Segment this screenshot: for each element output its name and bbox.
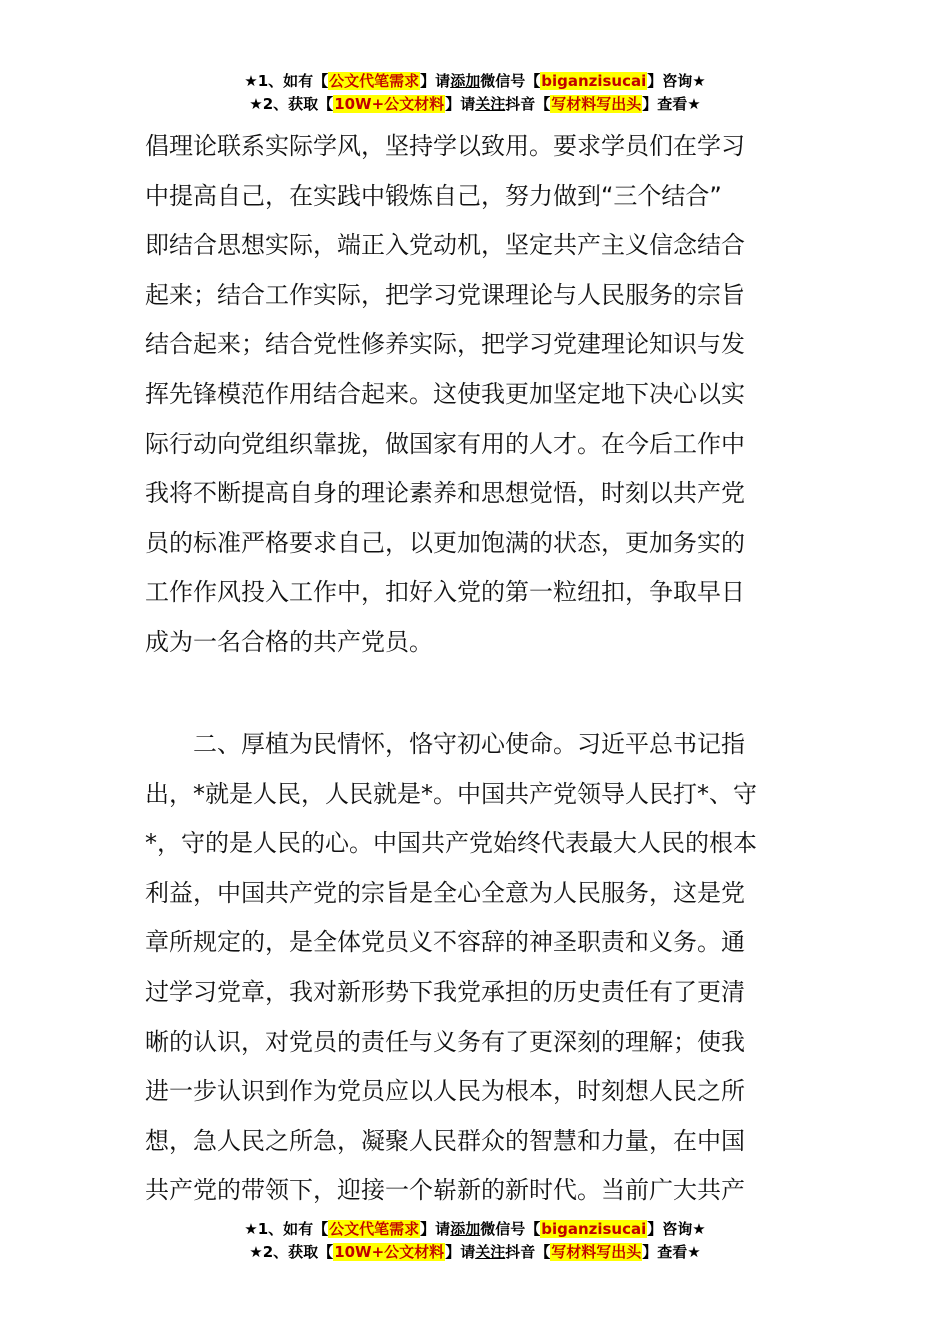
footer-banner-line-2 (0, 1241, 950, 1264)
paragraph-2-line: 出，*就是人民，人民就是*。中国共产党领导人民打*、守 (145, 779, 757, 808)
paragraph-1-line: 倡理论联系实际学风，坚持学以致用。要求学员们在学习 (145, 132, 745, 160)
footer-line-1-underlined: 添加 (450, 1220, 481, 1238)
footer-line-2-underlined: 关注 (475, 1243, 506, 1261)
footer-line-2-highlight-materials: 10W+公文材料 (334, 1243, 445, 1261)
footer-line-1-mid2: 微信号【 (480, 1220, 541, 1238)
paragraph-1-line: 即结合思想实际，端正入党动机，坚定共产主义信念结合 (145, 231, 745, 260)
footer-line-2-suffix: 】查看★ (642, 1243, 701, 1261)
footer-banner (0, 1218, 950, 1264)
banner-line-1-prefix: ★1、如有【 (244, 72, 329, 90)
paragraph-1-line: 工作作风投入工作中，扣好入党的第一粒纽扣，争取早日 (145, 578, 745, 607)
paragraph-2-line: 想，急人民之所急，凝聚人民群众的智慧和力量，在中国 (145, 1126, 745, 1155)
banner-line-1-mid2: 微信号【 (480, 72, 541, 90)
banner-line-2-mid2: 抖音【 (505, 95, 551, 113)
footer-line-2-mid2: 抖音【 (505, 1243, 551, 1261)
banner-line-2-douyin-id: 写材料写出头 (551, 95, 642, 113)
banner-line-2-mid: 】请 (445, 95, 476, 113)
banner-line-2-highlight-materials: 10W+公文材料 (334, 95, 445, 113)
footer-line-2-douyin-id: 写材料写出头 (551, 1243, 642, 1261)
paragraph-2 (145, 720, 810, 1216)
paragraph-2-line: 利益，中国共产党的宗旨是全心全意为人民服务，这是党 (145, 878, 745, 907)
footer-line-2-prefix: ★2、获取【 (249, 1243, 334, 1261)
paragraph-1-line: 际行动向党组织靠拢，做国家有用的人才。在今后工作中 (145, 429, 745, 458)
banner-line-2-suffix: 】查看★ (642, 95, 701, 113)
paragraph-1-line: 挥先锋模范作用结合起来。这使我更加坚定地下决心以实 (145, 379, 745, 408)
paragraph-1 (145, 122, 810, 668)
paragraph-2-line: 章所规定的，是全体党员义不容辞的神圣职责和义务。通 (145, 928, 745, 957)
footer-line-1-mid: 】请 (420, 1220, 451, 1238)
footer-line-1-wechat-id: biganzisucai (541, 1220, 647, 1238)
footer-line-1-prefix: ★1、如有【 (244, 1220, 329, 1238)
footer-line-1-suffix: 】咨询★ (647, 1220, 706, 1238)
banner-line-1 (0, 70, 950, 93)
paragraph-1-line: 起来；结合工作实际，把学习党课理论与人民服务的宗旨 (145, 280, 745, 309)
paragraph-2-line: 过学习党章，我对新形势下我党承担的历史责任有了更清 (145, 977, 745, 1006)
paragraph-2-line: 晰的认识，对党员的责任与义务有了更深刻的理解；使我 (145, 1027, 745, 1056)
paragraph-2-line: 进一步认识到作为党员应以人民为根本，时刻想人民之所 (145, 1077, 745, 1106)
banner-line-2-underlined: 关注 (475, 95, 506, 113)
paragraph-2-line: 共产党的带领下，迎接一个崭新的新时代。当前广大共产 (145, 1176, 745, 1205)
banner-line-2-prefix: ★2、获取【 (249, 95, 334, 113)
banner-line-2 (0, 93, 950, 116)
footer-banner-line-1 (0, 1218, 950, 1241)
paragraph-1-line: 成为一名合格的共产党员。 (145, 627, 433, 656)
banner-line-1-highlight-service: 公文代笔需求 (329, 72, 420, 90)
paragraph-1-line: 结合起来；结合党性修养实际，把学习党建理论知识与发 (145, 330, 745, 359)
paragraph-2-first-line: 二、厚植为民情怀，恪守初心使命。习近平总书记指 (193, 730, 745, 758)
header-banner (0, 70, 950, 116)
paragraph-2-line: *，守的是人民的心。中国共产党始终代表最大人民的根本 (145, 829, 757, 858)
paragraph-1-line: 我将不断提高自身的理论素养和思想觉悟，时刻以共产党 (145, 479, 745, 508)
paragraph-1-line: 中提高自己，在实践中锻炼自己，努力做到“三个结合” (145, 181, 722, 210)
footer-line-1-highlight-service: 公文代笔需求 (329, 1220, 420, 1238)
banner-line-1-mid: 】请 (420, 72, 451, 90)
footer-line-2-mid: 】请 (445, 1243, 476, 1261)
banner-line-1-suffix: 】咨询★ (647, 72, 706, 90)
banner-line-1-underlined: 添加 (450, 72, 481, 90)
paragraph-1-line: 员的标准严格要求自己，以更加饱满的状态，更加务实的 (145, 528, 745, 557)
banner-line-1-wechat-id: biganzisucai (541, 72, 647, 90)
